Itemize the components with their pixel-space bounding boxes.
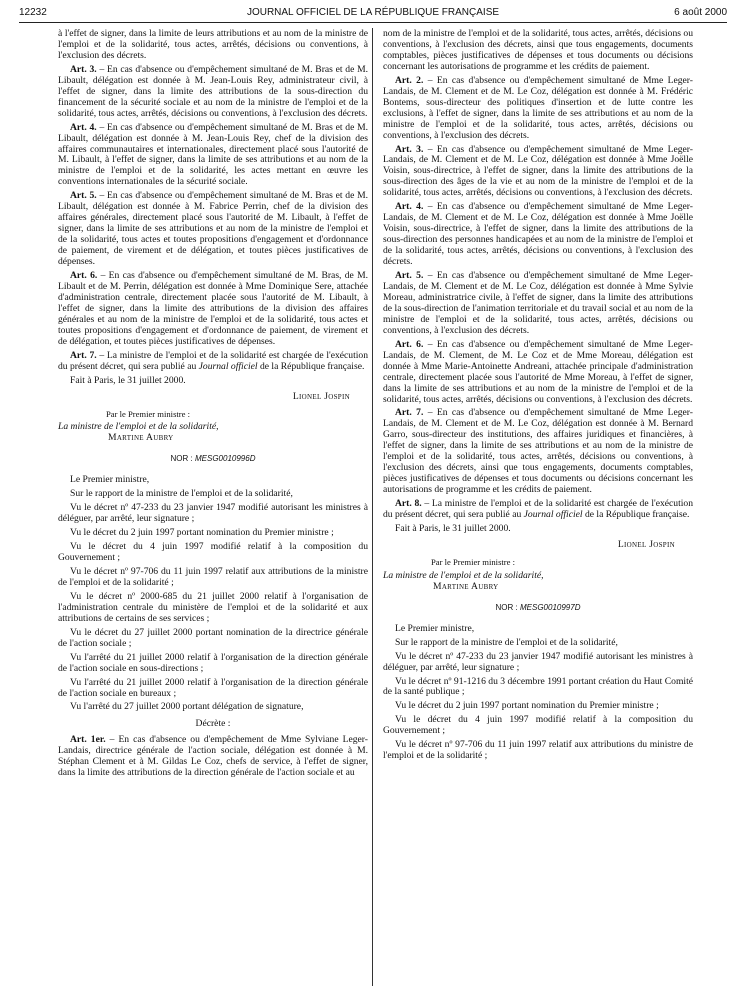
left-column xyxy=(58,29,368,782)
article-2 xyxy=(383,76,693,142)
article-5 xyxy=(383,271,693,337)
article-label: Art. 5. xyxy=(70,190,97,202)
minister-title: La ministre de l'emploi et de la solidarité, xyxy=(383,569,544,581)
journal-title: JOURNAL OFFICIEL DE LA RÉPUBLIQUE FRANÇAISE xyxy=(246,7,500,18)
nor-reference xyxy=(58,454,368,465)
journal-officiel-ref: Journal officiel xyxy=(198,360,258,372)
visa: Vu le décret nº 91-1216 du 3 décembre 1991 portant création du Haut Comité de la santé publique ; xyxy=(383,675,693,698)
visa: Vu le décret du 2 juin 1997 portant nomination du Premier ministre ; xyxy=(395,700,659,712)
right-column xyxy=(383,29,693,765)
decrete: Décrète : xyxy=(195,718,231,730)
article-3 xyxy=(383,145,693,200)
page-header xyxy=(19,8,727,23)
visa: Vu le décret nº 97-706 du 11 juin 1997 relatif aux attributions du ministre de l'emploi et de la solidarité ; xyxy=(383,739,693,762)
article-4 xyxy=(58,123,368,189)
article-text: – En cas d'absence ou d'empêchement simultané de Mme Leger-Landais, de M. Clement et de M. Le Coz, délégation est donnée à Mme Joëlle Voisin, sous-directrice, à l'effet de signer, dans la limite des attributions de la sous-direction des personnes handicapées et au nom de la ministre de l'emploi et de la solidarité, tous actes, arrêtés, décisions ou conventions, à l'exclusion des décrets. xyxy=(383,201,693,268)
article-4 xyxy=(383,202,693,268)
article-label: Art. 7. xyxy=(395,407,424,419)
visa: Sur le rapport de la ministre de l'emploi et de la solidarité, xyxy=(395,636,618,648)
article-label: Art. 7. xyxy=(70,349,97,361)
article-text: – La ministre de l'emploi et de la solidarité est chargée de l'exécution du présent décret, qui sera publié au xyxy=(58,349,369,372)
visa: Vu le décret nº 97-706 du 11 juin 1997 relatif aux attributions de la ministre de l'emploi et de la solidarité ; xyxy=(58,565,368,588)
visa: Vu le décret du 27 juillet 2000 portant nomination de la directrice générale de l'action sociale ; xyxy=(58,626,368,649)
minister-name: Martine Aubry xyxy=(433,580,499,592)
visa: Vu le décret du 4 juin 1997 modifié relatif à la composition du Gouvernement ; xyxy=(58,541,368,564)
signatory: Lionel Jospin xyxy=(292,390,350,402)
minister-title: La ministre de l'emploi et de la solidarité, xyxy=(58,421,219,433)
article-label: Art. 5. xyxy=(395,270,424,282)
visa: Vu le décret nº 47-233 du 23 janvier 1947 modifié autorisant les ministres à déléguer, par arrêté, leur signature ; xyxy=(58,502,368,525)
issue-date: 6 août 2000 xyxy=(674,7,727,18)
article-text: – En cas d'absence ou d'empêchement simultané de Mme Leger-Landais, de M. Clement et de M. Le Coz, délégation est donnée à M. Frédéric Bontems, sous-directeur des politiques d'insertion et de lutte contre les exclusions, à l'effet de signer, dans la limite de ses attributions et au nom de la ministre de l'emploi et de la solidarité, tous actes, arrêtés, décisions ou conventions, à l'exclusion des décrets. xyxy=(383,74,693,141)
signatory: Lionel Jospin xyxy=(617,538,675,550)
nor-code: MESG0010996D xyxy=(194,454,256,464)
article-text: – En cas d'absence ou d'empêchement simultané de M. Bras, de M. Libault et de M. Perrin, délégation est donnée à Mme Dominique Sere, attachée d'administration centrale, directement placée sous l'autorité de M. Libault, à l'effet de signer, dans la limite des attributions de la division des affaires générales et au nom de la ministre de l'emploi et de la solidarité, tous actes et toutes propositions d'engagement et d'ordonnance de paiement, de virement et de délégation, et toutes pièces justificatives de dépenses. xyxy=(58,270,369,347)
article-1 xyxy=(58,735,368,779)
visa: Vu le décret du 4 juin 1997 modifié relatif à la composition du Gouvernement ; xyxy=(383,714,693,737)
nor-label: NOR : xyxy=(495,602,520,612)
article-label: Art. 4. xyxy=(395,201,424,213)
par-le-premier-ministre: Par le Premier ministre : xyxy=(106,408,191,419)
paragraph: nom de la ministre de l'emploi et de la solidarité, tous actes, arrêtés, décisions ou conventions, à l'exclusion des décrets, ainsi que tous engagements, documents comptables, pièces justificatives de dépenses et tous documents ou décisions concernant les autorisations de programme et les crédits de paiement. xyxy=(383,28,693,72)
fait-a-paris: Fait à Paris, le 31 juillet 2000. xyxy=(395,522,511,534)
article-7 xyxy=(58,351,368,373)
visa: Vu le décret nº 2000-685 du 21 juillet 2000 relatif à l'organisation de l'administration centrale du ministère de l'emploi et de la solidarité et aux attributions de certains de ses services ; xyxy=(58,590,368,624)
article-text-end: de la République française. xyxy=(582,509,690,521)
visa: Vu le décret du 2 juin 1997 portant nomination du Premier ministre ; xyxy=(70,527,334,539)
article-5 xyxy=(58,191,368,268)
article-label: Art. 2. xyxy=(395,74,424,86)
article-label: Art. 3. xyxy=(395,143,424,155)
nor-reference xyxy=(383,603,693,614)
article-text-end: de la République française. xyxy=(257,360,365,372)
nor-code: MESG0010997D xyxy=(519,602,581,612)
article-label: Art. 6. xyxy=(70,270,98,282)
column-divider xyxy=(372,28,373,986)
visa: Vu l'arrêté du 27 juillet 2000 portant délégation de signature, xyxy=(70,701,304,713)
article-text: – La ministre de l'emploi et de la solidarité est chargée de l'exécution du présent décret, qui sera publié au xyxy=(383,498,694,521)
article-7 xyxy=(383,408,693,496)
visa: Vu le décret nº 47-233 du 23 janvier 1947 modifié autorisant les ministres à déléguer, par arrêté, leur signature ; xyxy=(383,650,693,673)
article-text: – En cas d'absence ou d'empêchement simultané de Mme Leger-Landais, de M. Clement et de M. Le Coz, délégation est donnée à M. Bernard Garro, sous-directeur des institutions, des affaires juridiques et financières, à l'effet de signer, dans la limite de ses attributions et au nom de la ministre de l'emploi et de la solidarité, tous actes, arrêtés, décisions ou conventions, à l'exclusion des décrets, ainsi que tous engagements, documents comptables, pièces justificatives de dépenses et tous documents ou décisions concernant les autorisations de programme et les crédits de paiement. xyxy=(383,407,693,496)
visa: Vu l'arrêté du 21 juillet 2000 relatif à l'organisation de la direction générale de l'action sociale en sous-directions ; xyxy=(58,651,368,674)
visa: Vu l'arrêté du 21 juillet 2000 relatif à l'organisation de la direction générale de l'action sociale en bureaux ; xyxy=(58,676,368,699)
visa: Le Premier ministre, xyxy=(395,622,475,634)
article-label: Art. 3. xyxy=(70,63,97,75)
article-3 xyxy=(58,65,368,120)
article-text: – En cas d'absence ou d'empêchement simultané de Mme Leger-Landais, de M. Clement et de M. Le Coz, délégation est donnée à Mme Joëlle Voisin, sous-directrice, à l'effet de signer, dans la limite des attributions de la sous-direction des âges de la vie et au nom de la ministre de l'emploi et de la solidarité, tous actes, arrêtés, décisions ou conventions, à l'exclusion des décrets. xyxy=(383,143,693,199)
article-text: – En cas d'absence ou d'empêchement simultané de Mme Leger-Landais, de M. Clement, de M. Le Coz et de Mme Moreau, délégation est donnée à Mme Marie-Antoinette Andreani, attachée principale d'administration centrale, directement placée sous l'autorité de Mme Moreau, à l'effet de signer, dans la limite de ses attributions et au nom de la ministre de l'emploi et de la solidarité, tous actes, arrêtés, décisions ou conventions, à l'exclusion des décrets. xyxy=(383,338,693,405)
article-label: Art. 4. xyxy=(70,121,97,133)
visa: Le Premier ministre, xyxy=(70,474,150,486)
article-text: – En cas d'absence ou d'empêchement de Mme Sylviane Leger-Landais, directrice générale de l'action sociale, délégation est donnée à M. Stéphan Clement et à M. Gildas Le Coz, chefs de service, à l'effet de signer, dans la limite des attributions de la direction générale de l'action sociale et au xyxy=(58,734,368,779)
paragraph: à l'effet de signer, dans la limite de leurs attributions et au nom de la ministre de l'emploi et de la solidarité, tous actes, arrêtés, décisions ou conventions, à l'exclusion des décrets. xyxy=(58,28,368,61)
fait-a-paris: Fait à Paris, le 31 juillet 2000. xyxy=(70,374,186,386)
article-text: – En cas d'absence ou d'empêchement simultané de M. Bras et de M. Libault, délégation est donnée à M. Jean-Louis Rey, administrateur civil, à l'effet de signer, dans la limite des attributions de la sous-direction du financement de la sécurité sociale et au nom de la ministre de l'emploi et de la solidarité, tous actes, arrêtés, décisions ou conventions, à l'exclusion des décrets. xyxy=(58,63,368,119)
par-le-premier-ministre: Par le Premier ministre : xyxy=(431,556,516,567)
article-text: – En cas d'absence ou d'empêchement simultané de M. Bras et de M. Libault, délégation est donnée à M. Jean-Louis Rey, chef de la division des affaires communautaires et internationales, directement placé sous l'autorité de M. Libault, à l'effet de signer, dans la limite de ses attributions et au nom de la ministre de l'emploi et de la solidarité, les actes mettant en œuvre les conventions internationales de la sécurité sociale. xyxy=(58,121,368,188)
article-text: – En cas d'absence ou d'empêchement simultané de M. Bras et de M. Libault, délégation est donnée à M. Fabrice Perrin, chef de la division des affaires générales, directement placé sous l'autorité de M. Libault, à l'effet de signer, dans la limite de ses attributions et au nom de la ministre de l'emploi et de la solidarité, tous actes et toutes propositions d'engagement et d'ordonnance de paiement, de virement et de délégation, et toutes pièces justificatives de dépenses. xyxy=(58,190,368,268)
minister-name: Martine Aubry xyxy=(108,432,174,444)
visa: Sur le rapport de la ministre de l'emploi et de la solidarité, xyxy=(70,488,293,500)
article-text: – En cas d'absence ou d'empêchement simultané de Mme Leger-Landais, de M. Clement et de M. Le Coz, délégation est donnée à Mme Sylvie Moreau, administratrice civile, à l'effet de signer, dans la limite des attributions de la sous-direction de l'animation territoriale et du travail social et au nom de la ministre de l'emploi et de la solidarité, tous actes, arrêtés, décisions ou conventions, à l'exclusion des décrets. xyxy=(383,270,693,336)
journal-officiel-ref: Journal officiel xyxy=(523,509,583,521)
article-8 xyxy=(383,499,693,521)
article-6 xyxy=(383,340,693,406)
article-label: Art. 6. xyxy=(395,338,424,350)
article-label: Art. 1er. xyxy=(70,734,106,746)
article-6 xyxy=(58,271,368,348)
article-label: Art. 8. xyxy=(395,498,422,510)
page-number: 12232 xyxy=(19,7,47,18)
nor-label: NOR : xyxy=(170,454,195,464)
